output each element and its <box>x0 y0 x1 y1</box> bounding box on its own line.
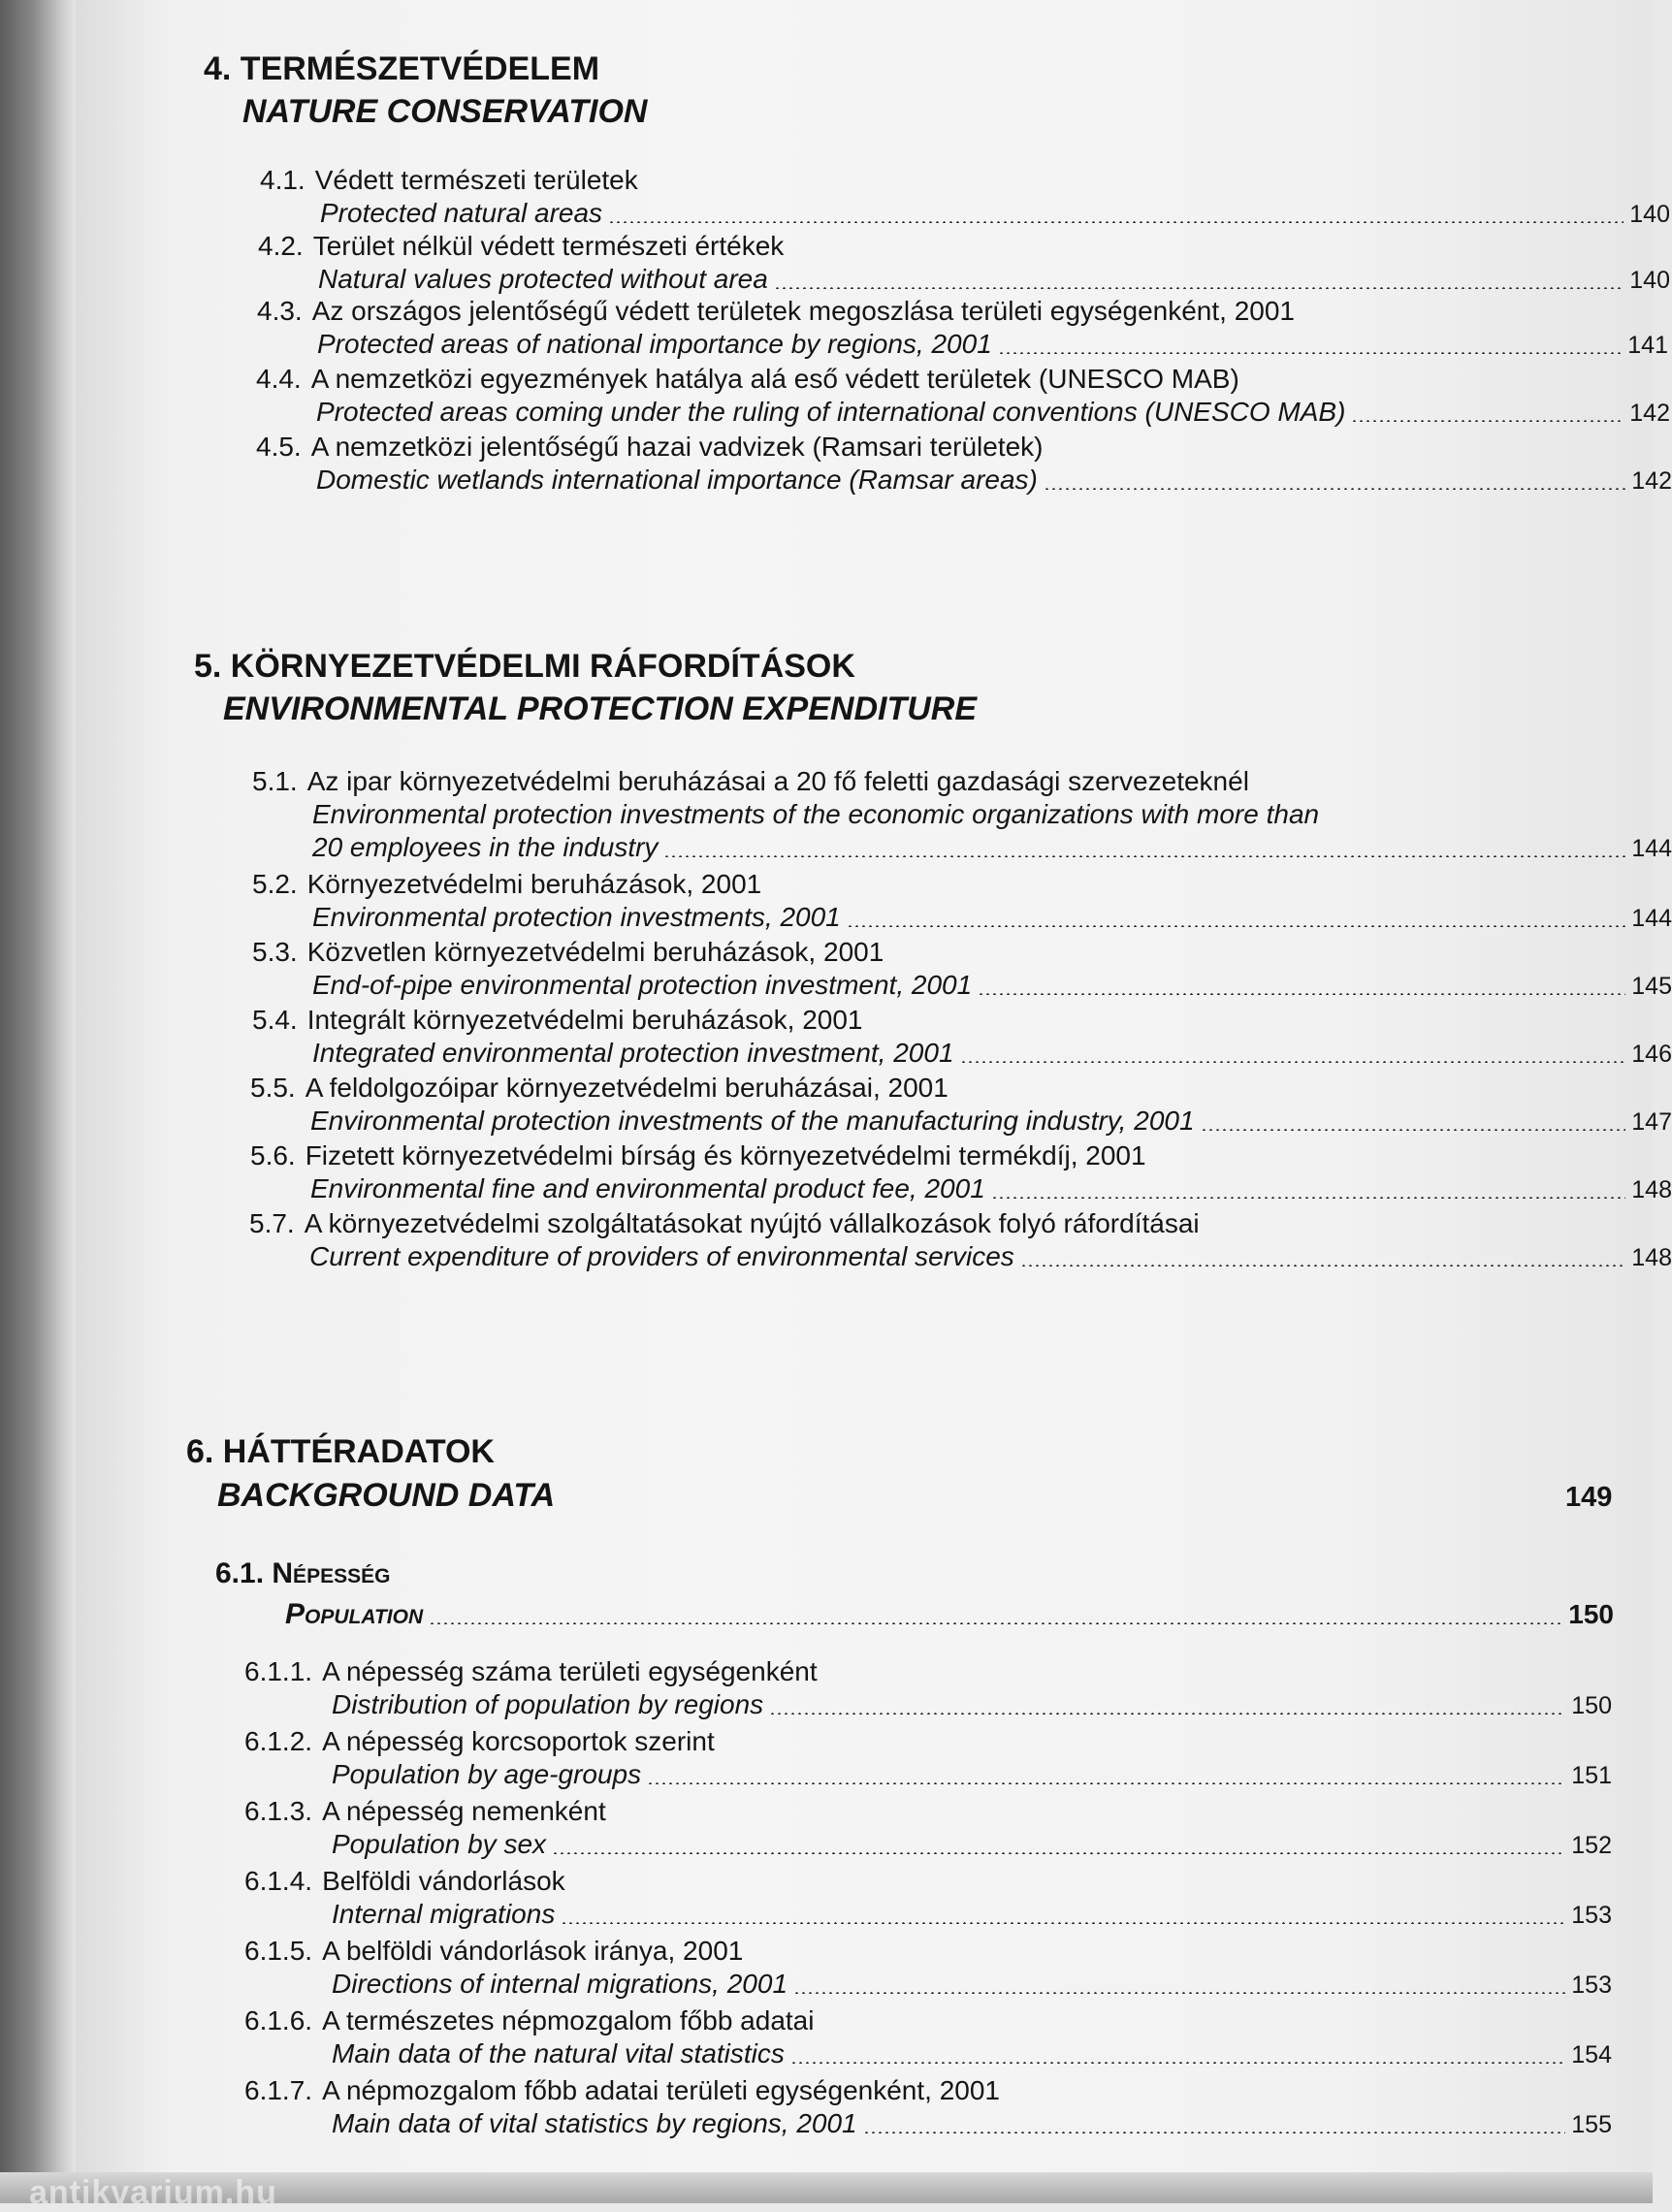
leader-dots <box>1351 420 1624 422</box>
page-number: 142 <box>1631 467 1672 495</box>
entry-title-hu: A népesség nemenként <box>322 1796 606 1826</box>
page-number: 146 <box>1631 1041 1672 1068</box>
page-number: 144 <box>1631 835 1672 862</box>
entry-title-en: Domestic wetlands international importance (Ramsar areas) <box>316 465 1038 495</box>
entry-number: 5.1. <box>252 766 298 796</box>
entry-title-hu: A belföldi vándorlások iránya, 2001 <box>322 1936 744 1966</box>
entry-title-en: Environmental protection investments, 2001 <box>312 902 841 932</box>
entry-title-hu: A nemzetközi jelentőségű hazai vadvizek (Ramsari területek) <box>310 432 1044 462</box>
leader-dots <box>1201 1129 1626 1131</box>
entry-number: 5.4. <box>252 1005 298 1035</box>
entry-number: 6.1.1. <box>244 1656 313 1686</box>
page-number: 155 <box>1571 2111 1612 2138</box>
entry-title-en: Integrated environmental protection investment, 2001 <box>312 1038 954 1068</box>
section-6-title-hu: 6. HÁTTÉRADATOK <box>186 1433 495 1470</box>
entry-title-en: Main data of vital statistics by regions, 2001 <box>332 2108 857 2138</box>
section-6-page-number: 149 <box>1565 1482 1613 1513</box>
entry-title-en: Directions of internal migrations, 2001 <box>332 1969 788 1999</box>
subsection-6-1-title-en <box>285 1598 1614 1631</box>
subsection-title-hu: Népesség <box>272 1557 391 1589</box>
entry-title-hu: A természetes népmozgalom főbb adatai <box>322 2005 815 2036</box>
entry-number: 4.2. <box>258 231 304 261</box>
page-number: 148 <box>1631 1244 1672 1271</box>
section-6-title-en: BACKGROUND DATA <box>217 1477 556 1514</box>
entry-title-en-line1: Environmental protection investments of the economic organizations with more than <box>312 799 1320 829</box>
leader-dots <box>847 925 1626 927</box>
leader-dots <box>608 221 1624 223</box>
entry-number: 5.6. <box>250 1140 296 1170</box>
entry-number: 5.2. <box>252 869 298 899</box>
entry-title-hu: Környezetvédelmi beruházások, 2001 <box>306 869 762 899</box>
section-5-title-en: ENVIRONMENTAL PROTECTION EXPENDITURE <box>223 690 978 727</box>
entry-number: 4.4. <box>256 364 302 394</box>
watermark-text: antikvarium.hu <box>29 2174 277 2211</box>
leader-dots <box>429 1622 1562 1624</box>
page-number: 142 <box>1629 400 1670 427</box>
entry-title-hu: Terület nélkül védett természeti értékek <box>312 231 785 261</box>
page-number: 141 <box>1627 332 1668 359</box>
entry-title-hu: Belföldi vándorlások <box>322 1866 565 1896</box>
leader-dots <box>790 2062 1565 2064</box>
entry-title-hu: A népmozgalom főbb adatai területi egységenként, 2001 <box>322 2075 1000 2105</box>
page-number: 154 <box>1571 2041 1612 2068</box>
page-number: 153 <box>1571 1972 1612 1999</box>
leader-dots <box>647 1782 1565 1784</box>
entry-title-hu: Integrált környezetvédelmi beruházások, 2001 <box>306 1005 863 1035</box>
page-number: 152 <box>1571 1832 1612 1859</box>
page-number: 140 <box>1629 201 1670 228</box>
entry-number: 6.1.2. <box>244 1726 313 1756</box>
leader-dots <box>978 993 1625 995</box>
section-4-title-en: NATURE CONSERVATION <box>242 93 648 130</box>
page-number: 144 <box>1631 905 1672 932</box>
entry-title-en: Distribution of population by regions <box>332 1689 764 1719</box>
entry-title-en: Main data of the natural vital statistics <box>332 2038 785 2068</box>
entry-title-en: Environmental protection investments of the manufacturing industry, 2001 <box>310 1106 1195 1136</box>
leader-dots <box>769 1713 1565 1715</box>
entry-title-hu: A nemzetközi egyezmények hatálya alá eső védett területek (UNESCO MAB) <box>310 364 1239 394</box>
entry-title-hu: Védett természeti területek <box>314 165 638 195</box>
entry-title-hu: Az ipar környezetvédelmi beruházásai a 20 fő feletti gazdasági szervezeteknél <box>306 766 1249 796</box>
entry-title-en: Current expenditure of providers of environmental services <box>309 1241 1014 1271</box>
entry-title-en: Protected areas of national importance by regions, 2001 <box>317 329 992 359</box>
leader-dots <box>793 1992 1565 1994</box>
entry-title-en: Natural values protected without area <box>318 264 768 294</box>
leader-dots <box>998 352 1623 354</box>
entry-number: 5.3. <box>252 937 298 967</box>
entry-title-en: Internal migrations <box>332 1899 556 1929</box>
section-4-title-hu: 4. TERMÉSZETVÉDELEM <box>204 50 600 87</box>
entry-number: 6.1.5. <box>244 1936 313 1966</box>
entry-title-en: Environmental fine and environmental product fee, 2001 <box>310 1173 985 1203</box>
entry-title-hu: Közvetlen környezetvédelmi beruházások, 2001 <box>306 937 884 967</box>
entry-title-en: 20 employees in the industry <box>312 832 659 862</box>
entry-title-en: End-of-pipe environmental protection investment, 2001 <box>312 970 973 1000</box>
entry-title-hu: A népesség száma területi egységenként <box>322 1656 818 1686</box>
entry-number: 4.1. <box>260 165 305 195</box>
book-spine-shadow <box>0 0 76 2203</box>
entry-number: 4.3. <box>257 296 303 326</box>
leader-dots <box>1044 488 1625 490</box>
leader-dots <box>774 287 1624 289</box>
leader-dots <box>1020 1265 1625 1266</box>
leader-dots <box>960 1061 1626 1063</box>
entry-number: 5.7. <box>249 1208 295 1238</box>
leader-dots <box>991 1197 1626 1199</box>
page-number: 147 <box>1631 1108 1672 1136</box>
entry-title-hu: A környezetvédelmi szolgáltatásokat nyújtó vállalkozások folyó ráfordításai <box>304 1208 1200 1238</box>
entry-number: 6.1.6. <box>244 2005 313 2036</box>
subsection-6-1-title-hu <box>215 1557 390 1590</box>
leader-dots <box>663 855 1625 857</box>
leader-dots <box>863 2132 1566 2133</box>
entry-title-hu: Fizetett környezetvédelmi bírság és környezetvédelmi termékdíj, 2001 <box>305 1140 1146 1170</box>
entry-number: 5.5. <box>250 1073 296 1103</box>
entry-title-en: Protected areas coming under the ruling of international conventions (UNESCO MAB) <box>316 397 1346 427</box>
leader-dots <box>561 1922 1565 1924</box>
entry-number: 4.5. <box>256 432 302 462</box>
subsection-title-en: Population <box>285 1598 424 1630</box>
entry-title-en: Protected natural areas <box>320 198 603 228</box>
subsection-number: 6.1. <box>215 1557 265 1589</box>
entry-title-en: Population by age-groups <box>332 1759 642 1789</box>
entry-number: 6.1.3. <box>244 1796 313 1826</box>
leader-dots <box>552 1852 1565 1854</box>
entry-number: 6.1.7. <box>244 2075 313 2105</box>
entry-title-hu: A feldolgozóipar környezetvédelmi beruházásai, 2001 <box>305 1073 949 1103</box>
section-5-title-hu: 5. KÖRNYEZETVÉDELMI RÁFORDÍTÁSOK <box>194 648 855 685</box>
entry-title-hu: Az országos jelentőségű védett területek megoszlása területi egységenként, 2001 <box>311 296 1295 326</box>
page-number: 140 <box>1629 267 1670 294</box>
page-number: 150 <box>1571 1692 1612 1719</box>
entry-title-en: Population by sex <box>332 1829 547 1859</box>
page-number: 153 <box>1571 1902 1612 1929</box>
page-number: 151 <box>1571 1762 1612 1789</box>
page-number: 150 <box>1568 1599 1614 1629</box>
page-number: 145 <box>1631 973 1672 1000</box>
entry-title-hu: A népesség korcsoportok szerint <box>322 1726 715 1756</box>
page-number: 148 <box>1631 1176 1672 1203</box>
entry-number: 6.1.4. <box>244 1866 313 1896</box>
